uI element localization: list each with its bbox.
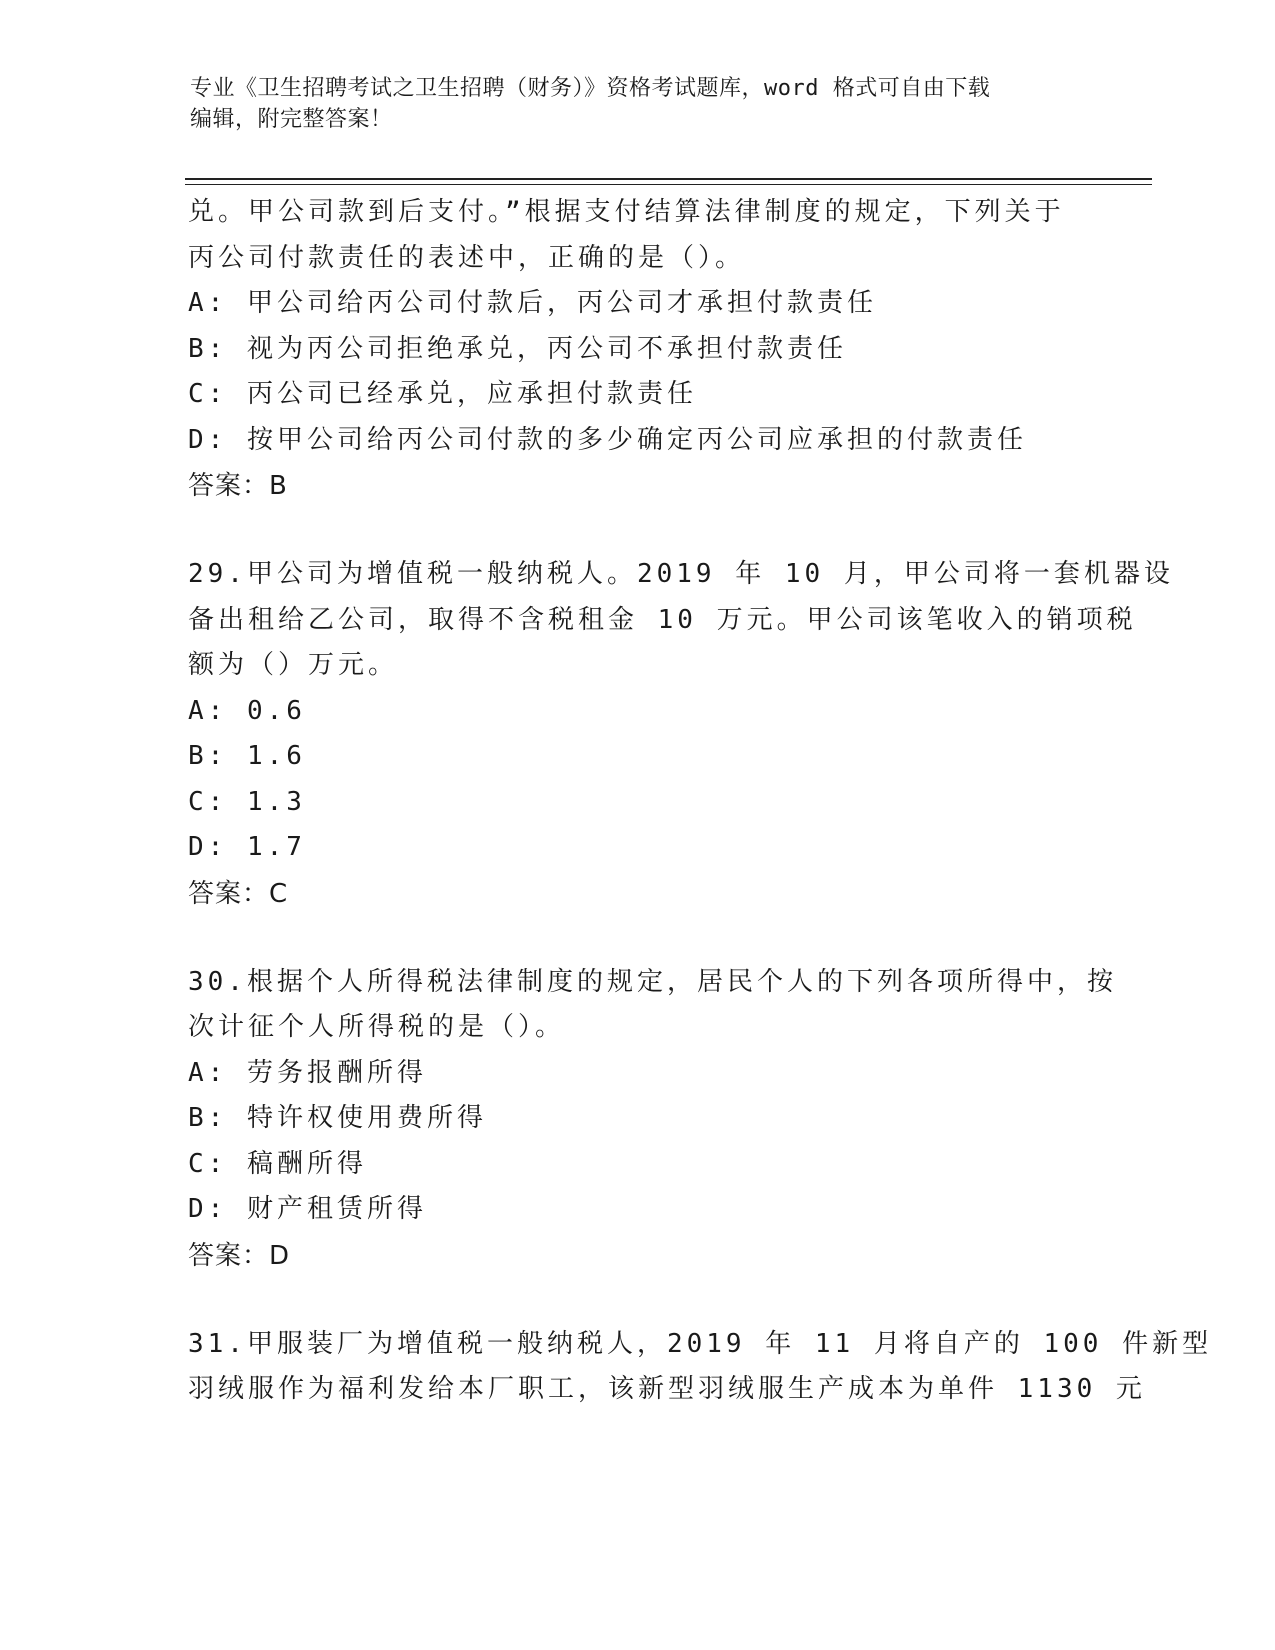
question-list [188,190,1213,1413]
question-31 [188,1322,1213,1413]
question-stem-line: 额为（）万元。 [188,650,399,680]
question-stem-line: 30.根据个人所得税法律制度的规定，居民个人的下列各项所得中，按 [188,966,1117,997]
question-spacer [188,509,1088,552]
answer-line: 答案：D [188,1240,291,1271]
option-b: B: 视为丙公司拒绝承兑，丙公司不承担付款责任 [188,333,847,364]
answer-line: 答案：C [188,878,289,909]
question-stem-line: 次计征个人所得税的是（）。 [188,1012,566,1042]
option-d: D: 财产租赁所得 [188,1194,427,1224]
question-spacer [188,1279,1088,1322]
question-stem-line: 29.甲公司为增值税一般纳税人。2019 年 10 月，甲公司将一套机器设 [188,559,1174,589]
question-stem-line: 备出租给乙公司，取得不含税租金 10 万元。甲公司该笔收入的销项税 [188,604,1137,635]
option-b: B: 特许权使用费所得 [188,1103,487,1133]
question-28 [188,190,1088,509]
question-30 [188,960,1117,1279]
option-a: A: 0.6 [188,695,306,726]
header-divider-thick [185,178,1152,180]
option-d: D: 按甲公司给丙公司付款的多少确定丙公司应承担的付款责任 [188,424,1027,455]
option-c: C: 丙公司已经承兑，应承担付款责任 [188,379,697,409]
header-line-1: 专业《卫生招聘考试之卫生招聘（财务）》资格考试题库，word 格式可自由下载 [190,76,991,101]
question-stem-line: 羽绒服作为福利发给本厂职工，该新型羽绒服生产成本为单件 1130 元 [188,1374,1146,1404]
question-29 [188,552,1174,917]
header-line-2: 编辑，附完整答案！ [190,107,393,132]
question-stem-line: 31.甲服装厂为增值税一般纳税人，2019 年 11 月将自产的 100 件新型 [188,1328,1213,1359]
header-divider-thin [185,184,1152,185]
question-spacer [188,917,1088,960]
option-a: A: 甲公司给丙公司付款后，丙公司才承担付款责任 [188,288,877,318]
question-stem-line: 丙公司付款责任的表述中，正确的是（）。 [188,242,746,273]
answer-line: 答案：B [188,471,288,501]
option-c: C: 1.3 [188,786,306,817]
page-header [190,73,1090,135]
option-d: D: 1.7 [188,832,306,862]
question-stem-line: 兑。甲公司款到后支付。”根据支付结算法律制度的规定，下列关于 [188,197,1065,227]
option-a: A: 劳务报酬所得 [188,1057,427,1088]
option-c: C: 稿酬所得 [188,1148,367,1179]
option-b: B: 1.6 [188,741,306,771]
